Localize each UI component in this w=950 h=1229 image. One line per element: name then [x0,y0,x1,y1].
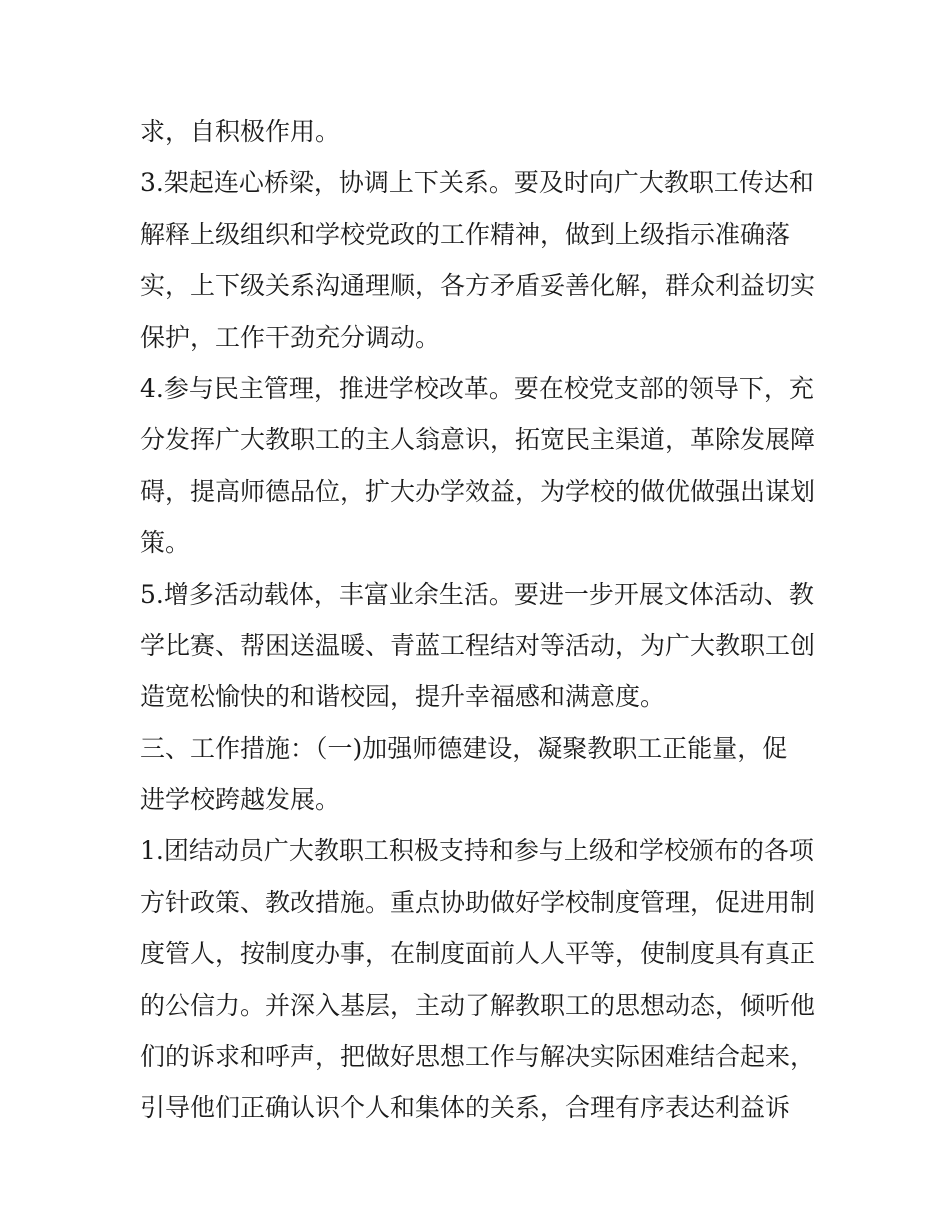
text-line: 策。 [140,528,191,558]
text-line: 求，自积极作用。 [140,117,341,146]
text-line: 5.增多活动载体，丰富业余生活。要进一步开展文体活动、教 [140,579,814,609]
text-line: 实，上下级关系沟通理顺，各方矛盾妥善化解，群众利益切实 [140,271,816,301]
text-line: 进学校跨越发展。 [140,785,341,815]
text-line: 度管人，按制度办事，在制度面前人人平等，使制度具有真正 [140,939,816,969]
text-line: 1.团结动员广大教职工积极支持和参与上级和学校颁布的各项 [140,836,814,866]
text-line: 3.架起连心桥梁，协调上下关系。要及时向广大教职工传达和 [140,168,814,198]
document-body [140,106,820,1134]
text-line: 的公信力。并深入基层，主动了解教职工的思想动态，倾听他 [140,990,816,1020]
text-line: 们的诉求和呼声，把做好思想工作与解决实际困难结合起来， [140,1042,816,1072]
text-line: 学比赛、帮困送温暖、青蓝工程结对等活动，为广大教职工创 [140,630,816,660]
text-line: 解释上级组织和学校党政的工作精神，做到上级指示准确落 [140,219,791,249]
text-line: 造宽松愉快的和谐校园，提升幸福感和满意度。 [140,682,666,712]
text-line: 方针政策、教改措施。重点协助做好学校制度管理，促进用制 [140,887,816,917]
text-line: 4.参与民主管理，推进学校改革。要在校党支部的领导下，充 [140,373,814,403]
text-line: 碍，提高师德品位，扩大办学效益，为学校的做优做强出谋划 [140,476,816,506]
text-line: 分发挥广大教职工的主人翁意识，拓宽民主渠道，革除发展障 [140,425,816,455]
text-line: 引导他们正确认识个人和集体的关系，合理有序表达利益诉 [140,1093,791,1123]
text-line: 三、工作措施：（一)加强师德建设，凝聚教职工正能量，促 [140,733,788,763]
text-line: 保护，工作干劲充分调动。 [140,322,441,352]
